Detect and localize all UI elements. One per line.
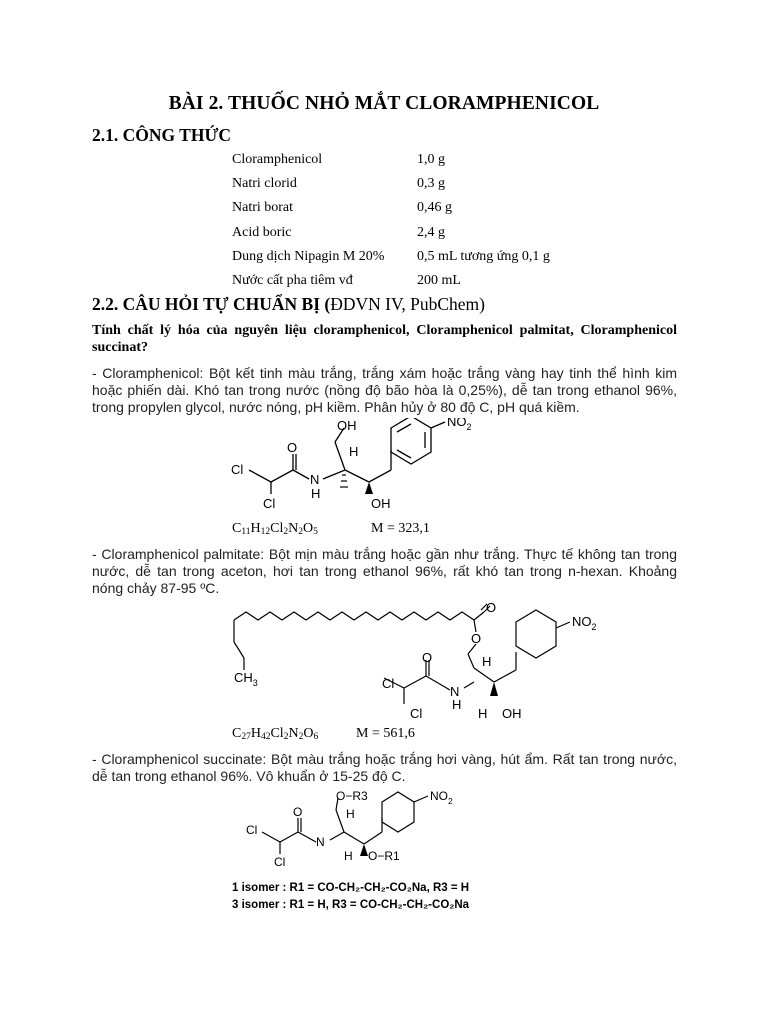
amide-oxygen-label: O	[422, 650, 433, 665]
hydroxyl-label: OH	[371, 496, 391, 511]
ingredient-name: Natri clorid	[232, 176, 297, 192]
hydrogen-label: H	[349, 444, 359, 459]
or1-label: O−R1	[368, 849, 400, 863]
palmitate-mass: M = 561,6	[356, 726, 415, 741]
palmitate-formula: $C_{27}H_{42}Cl_2N_2O_6$	[232, 726, 319, 742]
or3-label: O−R3	[336, 789, 368, 803]
hydrogen-label: H	[478, 706, 488, 721]
ingredient-amount: 2,4 g	[417, 224, 445, 240]
nitrogen-label: N	[316, 835, 325, 849]
question-text: Tính chất lý hóa của nguyên liệu cloramphenicol, Cloramphenicol palmitat, Cloramphenicol succinat?	[92, 323, 677, 355]
chlorine-label: Cl	[231, 462, 244, 477]
carbonyl-oxygen-label: O	[287, 440, 298, 455]
chloramphenicol-formula: $C_{11}H_{12}Cl_2N_2O_5$	[232, 521, 318, 537]
isomer-1-definition: 1 isomer : R1 = CO-CH₂-CH₂-CO₂Na, R3 = H	[232, 882, 470, 894]
section-heading-sources: ĐDVN IV, PubChem)	[330, 294, 485, 314]
ester-oxygen-label: O	[471, 631, 482, 646]
section-heading-questions	[92, 294, 485, 315]
succinate-description: - Cloramphenicol succinate: Bột màu trắng hoặc trắng hơi vàng, hút ẩm. Rất tan trong nước, dễ tan trong ethanol 96%. Vô khuẩn ở 15-25 độ C.	[92, 751, 677, 784]
chlorine-label: Cl	[382, 676, 395, 691]
chloramphenicol-description: - Cloramphenicol: Bột kết tinh màu trắng, trắng xám hoặc trắng vàng hay tinh thể hình kim hoặc phiến dài. Khó tan trong nước (nồng độ bão hòa là 0,25%), dễ tan trong ethanol 96%, trong propylen glycol, nước nóng, pH kiềm. Phân hủy ở 80 độ C, pH quá kiềm.	[92, 365, 677, 415]
palmitate-description: - Cloramphenicol palmitate: Bột mịn màu trắng hoặc gần như trắng. Thực tế không tan trong nước, dễ tan trong aceton, hơi tan trong ethanol 96%, rất khó tan trong n-hexan. Khoảng nóng chảy 87-95 ºC.	[92, 546, 677, 596]
chlorine-label: Cl	[246, 823, 258, 837]
carbonyl-oxygen-label: O	[293, 805, 303, 819]
hydrogen-label: H	[344, 849, 353, 863]
nitrogen-label: N	[450, 684, 460, 699]
palmitate-structure	[228, 598, 608, 723]
chloramphenicol-structure	[225, 418, 510, 518]
methyl-label: $CH_3$	[234, 670, 258, 688]
nitro-label: $NO_2$	[447, 418, 472, 432]
page-title: BÀI 2. THUỐC NHỎ MẮT CLORAMPHENICOL	[168, 93, 600, 114]
ingredient-name: Natri borat	[232, 200, 294, 216]
hydroxyl-label: OH	[502, 706, 522, 721]
isomer-legend	[232, 880, 469, 914]
ingredient-name: Acid boric	[232, 224, 292, 240]
ingredient-amount: 0,5 mL tương ứng 0,1 g	[417, 248, 550, 264]
ingredient-name: Dung dịch Nipagin M 20%	[232, 248, 385, 264]
chloramphenicol-mass: M = 323,1	[371, 521, 430, 536]
nitrogen-label: N	[310, 472, 320, 487]
hydrogen-label: H	[482, 654, 492, 669]
amide-hydrogen-label: H	[452, 697, 462, 712]
ingredient-amount: 0,46 g	[417, 200, 452, 216]
carbonyl-oxygen-label: O	[486, 600, 497, 615]
succinate-structure	[240, 788, 500, 868]
chlorine-label: Cl	[263, 496, 276, 511]
nitro-label: $NO_2$	[430, 789, 453, 806]
amide-hydrogen-label: H	[311, 486, 321, 501]
nitro-label: $NO_2$	[572, 614, 597, 632]
section-heading-formula: 2.1. CÔNG THỨC	[92, 125, 232, 145]
oh-label: OH	[337, 418, 357, 433]
ingredient-amount: 1,0 g	[417, 152, 445, 167]
ingredient-amount: 0,3 g	[417, 176, 445, 192]
isomer-3-definition: 3 isomer : R1 = H, R3 = CO-CH₂-CH₂-CO₂Na	[232, 899, 470, 911]
hydrogen-label: H	[346, 807, 355, 821]
section-heading-bold: 2.2. CÂU HỎI TỰ CHUẨN BỊ (	[92, 294, 331, 314]
ingredient-name: Nước cất pha tiêm vđ	[232, 272, 353, 288]
chlorine-label: Cl	[274, 855, 286, 868]
ingredient-name: Cloramphenicol	[232, 152, 323, 167]
chlorine-label: Cl	[410, 706, 423, 721]
ingredient-amount: 200 mL	[417, 272, 461, 288]
